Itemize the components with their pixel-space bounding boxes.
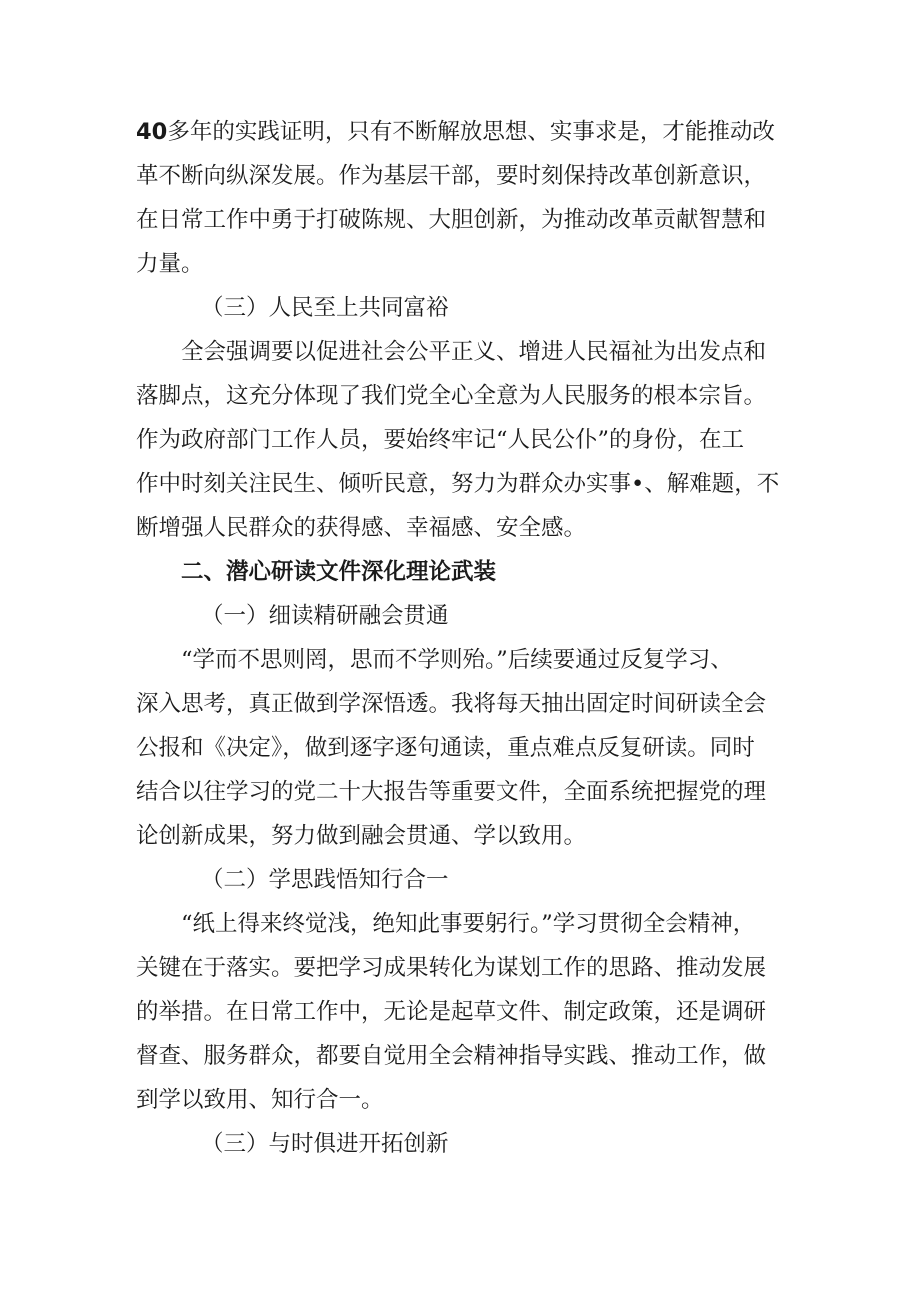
paragraph-line: 在日常工作中勇于打破陈规、大胆创新，为推动改革贡献智慧和	[136, 207, 767, 233]
paragraph-line: 的举措。在日常工作中，无论是起草文件、制定政策，还是调研	[136, 999, 767, 1025]
paragraph-line: 深入思考，真正做到学深悟透。我将每天抽出固定时间研读全会	[136, 691, 767, 717]
paragraph-line: 力量。	[136, 251, 204, 277]
sub-heading: （一）细读精研融会贯通	[201, 603, 449, 629]
paragraph-line: 到学以致用、知行合一。	[136, 1087, 384, 1113]
sub-heading: （二）学思践悟知行合一	[201, 867, 449, 893]
paragraph-line: 作中时刻关注民生、倾听民意，努力为群众办实事•、解难题，不	[136, 471, 780, 497]
paragraph-line	[136, 110, 796, 154]
paragraph-line: 督查、服务群众，都要自觉用全会精神指导实践、推动工作，做	[136, 1043, 767, 1069]
lead-number: 40	[136, 119, 168, 145]
paragraph-line: “学而不思则罔，思而不学则殆。”后续要通过反复学习、	[181, 647, 733, 673]
sub-heading: （三）人民至上共同富裕	[201, 295, 449, 321]
paragraph-line: 论创新成果，努力做到融会贯通、学以致用。	[136, 823, 587, 849]
paragraph-line: 革不断向纵深发展。作为基层干部，要时刻保持改革创新意识，	[136, 163, 767, 189]
sub-heading: （三）与时俱进开拓创新	[201, 1131, 449, 1157]
paragraph-text: 多年的实践证明，只有不断解放思想、实事求是，才能推动改	[167, 119, 775, 145]
paragraph-line: 关键在于落实。要把学习成果转化为谋划工作的思路、推动发展	[136, 955, 767, 981]
paragraph-line: 全会强调要以促进社会公平正义、增进人民福祉为出发点和	[181, 339, 767, 365]
document-body	[136, 110, 796, 1166]
paragraph-line: “纸上得来终觉浅，绝知此事要躬行。”学习贯彻全会精神，	[181, 911, 756, 937]
paragraph-line: 落脚点，这充分体现了我们党全心全意为人民服务的根本宗旨。	[136, 383, 767, 409]
paragraph-line: 断增强人民群众的获得感、幸福感、安全感。	[136, 515, 587, 541]
paragraph-line: 结合以往学习的党二十大报告等重要文件，全面系统把握党的理	[136, 779, 767, 805]
section-heading: 二、潜心研读文件深化理论武装	[181, 559, 497, 585]
paragraph-line: 公报和《决定》，做到逐字逐句通读，重点难点反复研读。同时	[136, 735, 755, 761]
paragraph-line: 作为政府部门工作人员，要始终牢记“人民公仆”的身份，在工	[136, 427, 745, 453]
